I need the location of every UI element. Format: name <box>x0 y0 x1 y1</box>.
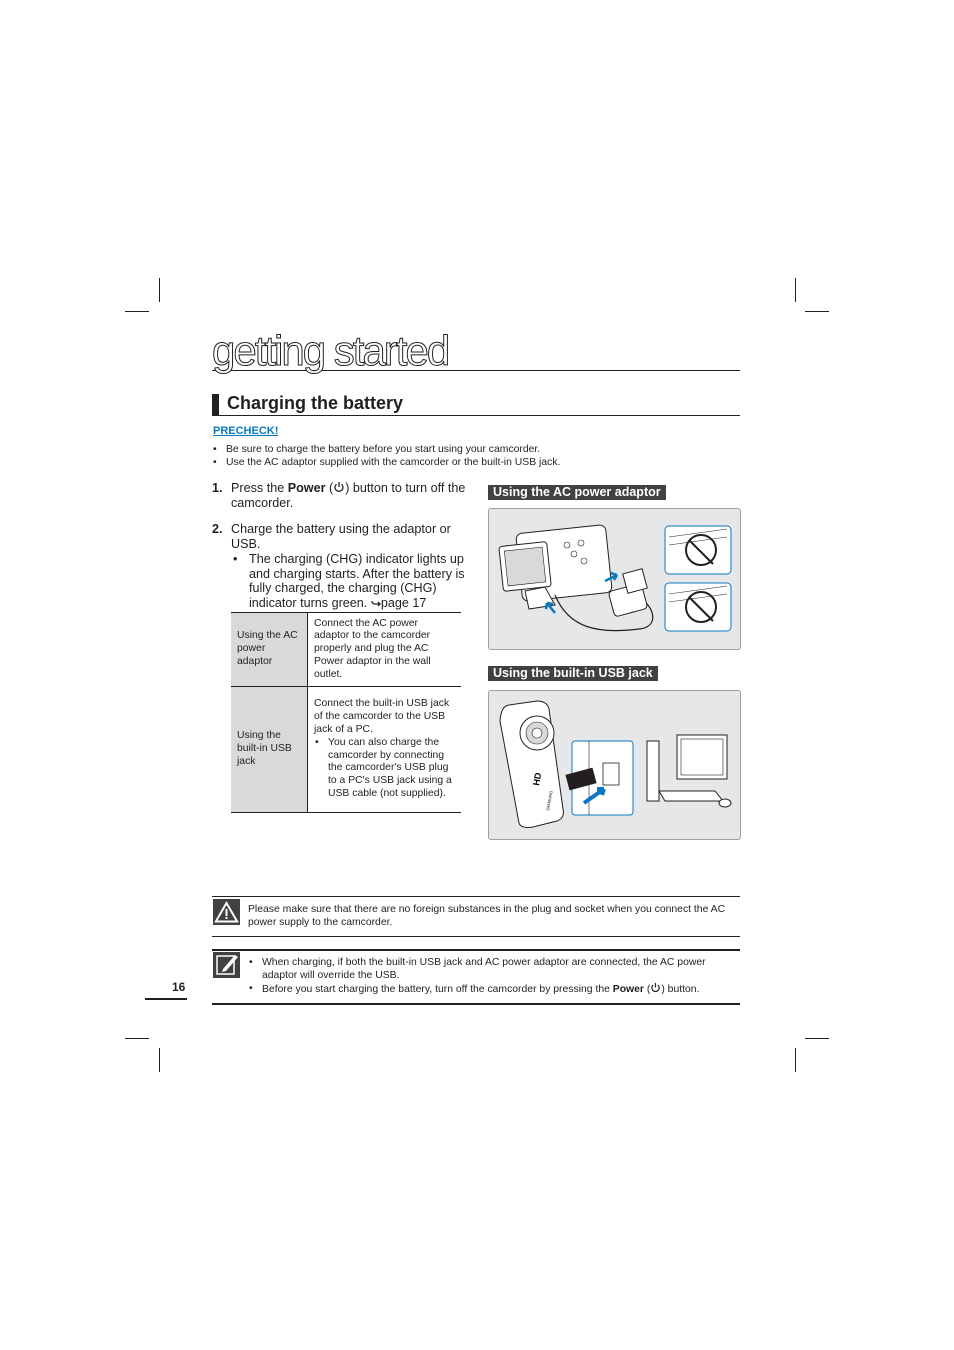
crop-mark <box>125 1038 149 1039</box>
crop-mark <box>805 1038 829 1039</box>
table-cell-label: Using the built-in USB jack <box>231 687 308 813</box>
inset-plug-1 <box>665 526 731 574</box>
crop-mark <box>795 1048 796 1072</box>
page-number-rule <box>145 998 187 1000</box>
caution-icon <box>213 899 240 925</box>
usb-jack-figure <box>488 690 741 840</box>
section-marker <box>212 394 219 415</box>
crop-mark <box>125 311 149 312</box>
note-box <box>212 949 740 1005</box>
note-text: button. <box>664 984 700 995</box>
chapter-header <box>212 327 740 374</box>
list-item: • Be sure to charge the battery before you start using your camcorder. <box>213 443 743 456</box>
ac-adaptor-figure <box>488 508 741 650</box>
section-title: Charging the battery <box>227 393 404 413</box>
power-icon <box>650 984 661 995</box>
step-number: 1. <box>212 481 223 495</box>
note-pencil-icon <box>213 952 240 978</box>
step-2 <box>212 522 468 610</box>
step-text: Press the <box>231 481 288 495</box>
crop-mark <box>159 278 160 302</box>
steps <box>212 481 468 619</box>
page-number: 16 <box>172 980 186 994</box>
crop-mark <box>795 278 796 302</box>
step-text: button to turn off the camcorder. <box>231 481 466 510</box>
hd-badge: HD <box>531 771 544 787</box>
list-item: • Before you start charging the battery, turn off the camcorder by pressing the Power ( ) button. <box>248 982 738 996</box>
cell-bullet: • You can also charge the camcorder by connecting the camcorder's USB plug to a PC's USB jack using a USB cable (not supplied). <box>314 737 455 801</box>
usb-inset <box>565 741 633 815</box>
step-number: 2. <box>212 522 223 536</box>
page-ref: page 17 <box>380 595 427 610</box>
precheck-list <box>213 443 743 469</box>
page-ref-arrow-icon <box>371 596 381 610</box>
chapter-title: getting started <box>212 327 449 374</box>
bullet-text: The charging (CHG) indicator lights up and charging starts. After the battery is fully charged, the charging (CHG) indicator turns green. <box>249 552 465 610</box>
table-cell-desc <box>308 687 462 813</box>
power-label: Power <box>287 481 326 495</box>
table-cell-desc: Connect the AC power adaptor to the camcorder properly and plug the AC Power adaptor in the wall outlet. <box>308 613 462 687</box>
ac-figure-label: Using the AC power adaptor <box>488 485 666 500</box>
step-bullet <box>231 552 468 610</box>
power-label: Power <box>612 984 644 995</box>
inset-plug-2 <box>665 583 731 631</box>
table-row <box>231 613 461 687</box>
list-item: • When charging, if both the built-in USB jack and AC power adaptor are connected, the AC power adaptor will override the USB. <box>248 956 738 982</box>
cell-text: Connect the built-in USB jack of the camcorder to the USB jack of a PC. <box>314 698 450 735</box>
pc-drawing <box>647 735 731 807</box>
table-cell-label: Using the AC power adaptor <box>231 613 308 687</box>
step-text: Charge the battery using the adaptor or USB. <box>231 522 451 551</box>
list-item: • Use the AC adaptor supplied with the camcorder or the built-in USB jack. <box>213 456 743 469</box>
crop-mark <box>159 1048 160 1072</box>
note-list <box>248 956 738 996</box>
note-text: Before you start charging the battery, turn off the camcorder by pressing the <box>262 984 613 995</box>
step-1: 1. Press the Power ( ) button to turn off the camcorder. <box>212 481 466 510</box>
brand-mark: SAMSUNG <box>545 790 554 812</box>
caution-box <box>212 896 740 937</box>
usb-figure-label: Using the built-in USB jack <box>488 666 658 681</box>
caution-text: Please make sure that there are no foreign substances in the plug and socket when you connect the AC power supply to the camcorder. <box>248 904 726 928</box>
precheck-label: PRECHECK! <box>213 425 279 437</box>
table-row <box>231 687 461 813</box>
charging-methods-table <box>231 612 461 813</box>
ac-adaptor-illustration <box>489 509 740 649</box>
camcorder-drawing <box>500 701 563 828</box>
usb-jack-illustration <box>489 691 740 839</box>
power-icon <box>333 481 345 495</box>
section-header <box>212 392 740 416</box>
crop-mark <box>805 311 829 312</box>
